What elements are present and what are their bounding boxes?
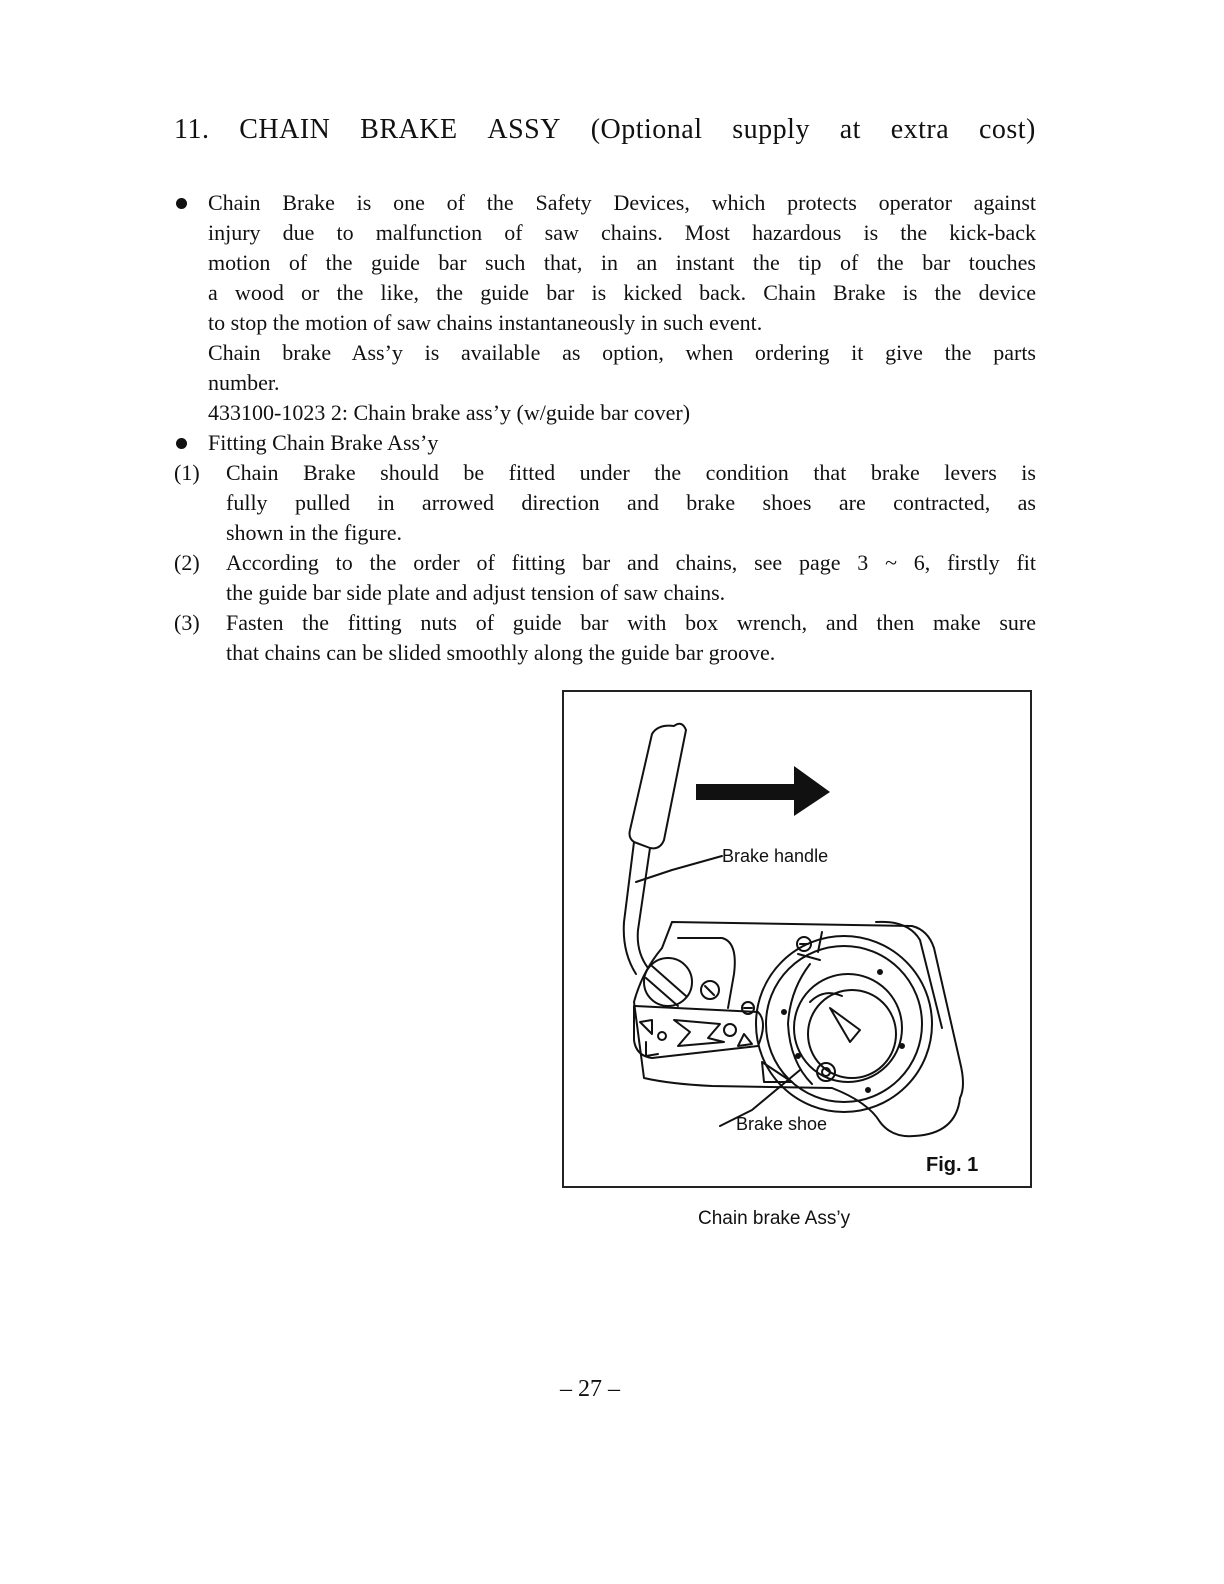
text-line: the guide bar side plate and adjust tension of saw chains. bbox=[226, 580, 726, 605]
text-line: to stop the motion of saw chains instantaneously in such event. bbox=[208, 310, 763, 335]
text-line: Fasten the fitting nuts of guide bar with box wrench, and then make sure bbox=[226, 610, 1036, 635]
title-word: (Optional bbox=[590, 114, 703, 145]
title-word: CHAIN bbox=[239, 114, 331, 145]
figure-caption: Chain brake Ass’y bbox=[698, 1208, 851, 1229]
text-line: Chain brake Ass’y is available as option, when ordering it give the parts bbox=[208, 340, 1036, 365]
part-number-line: 433100-1023 2: Chain brake ass’y (w/guide bar cover) bbox=[208, 400, 691, 425]
side-plate bbox=[634, 1006, 763, 1058]
title-word: supply bbox=[732, 114, 810, 145]
section-number: 11. bbox=[174, 114, 210, 145]
page-number: – 27 – bbox=[560, 1376, 620, 1402]
label-brake-shoe: Brake shoe bbox=[736, 1114, 828, 1134]
step-number: (2) bbox=[174, 550, 200, 575]
title-word: at bbox=[839, 114, 861, 145]
bullet-icon bbox=[176, 198, 187, 209]
step-item-2 bbox=[174, 548, 1036, 608]
text-line: fully pulled in arrowed direction and brake shoes are contracted, as bbox=[226, 490, 1036, 515]
body-text bbox=[174, 188, 1036, 668]
figure-number: Fig. 1 bbox=[926, 1154, 979, 1176]
text-line: motion of the guide bar such that, in an instant the tip of the bar touches bbox=[208, 250, 1036, 275]
section-title bbox=[174, 114, 1036, 146]
text-line: injury due to malfunction of saw chains. Most hazardous is the kick-back bbox=[208, 220, 1036, 245]
title-word: BRAKE bbox=[360, 114, 458, 145]
brake-handle-lever bbox=[630, 724, 687, 849]
step-number: (1) bbox=[174, 460, 200, 485]
text-line: that chains can be slided smoothly along the guide bar groove. bbox=[226, 640, 776, 665]
text-line: number. bbox=[208, 370, 280, 395]
text-line: a wood or the like, the guide bar is kicked back. Chain Brake is the device bbox=[208, 280, 1036, 305]
text-line: shown in the figure. bbox=[226, 520, 402, 545]
title-word: cost) bbox=[978, 114, 1036, 145]
bullet-heading: Fitting Chain Brake Ass’y bbox=[208, 430, 439, 455]
step-number: (3) bbox=[174, 610, 200, 635]
step-item-1 bbox=[174, 458, 1036, 548]
arrow-right-icon bbox=[696, 766, 830, 816]
text-line: According to the order of fitting bar and chains, see page 3 ~ 6, firstly fit bbox=[226, 550, 1036, 575]
bullet-item-chain-brake bbox=[174, 188, 1036, 428]
text-line: Chain Brake is one of the Safety Devices, which protects operator against bbox=[208, 190, 1036, 215]
bullet-item-fitting bbox=[174, 428, 1036, 458]
title-word: extra bbox=[890, 114, 950, 145]
bullet-icon bbox=[176, 438, 187, 449]
title-word: ASSY bbox=[487, 114, 561, 145]
text-line: Chain Brake should be fitted under the condition that brake levers is bbox=[226, 460, 1036, 485]
label-brake-handle: Brake handle bbox=[722, 846, 829, 866]
step-item-3 bbox=[174, 608, 1036, 668]
